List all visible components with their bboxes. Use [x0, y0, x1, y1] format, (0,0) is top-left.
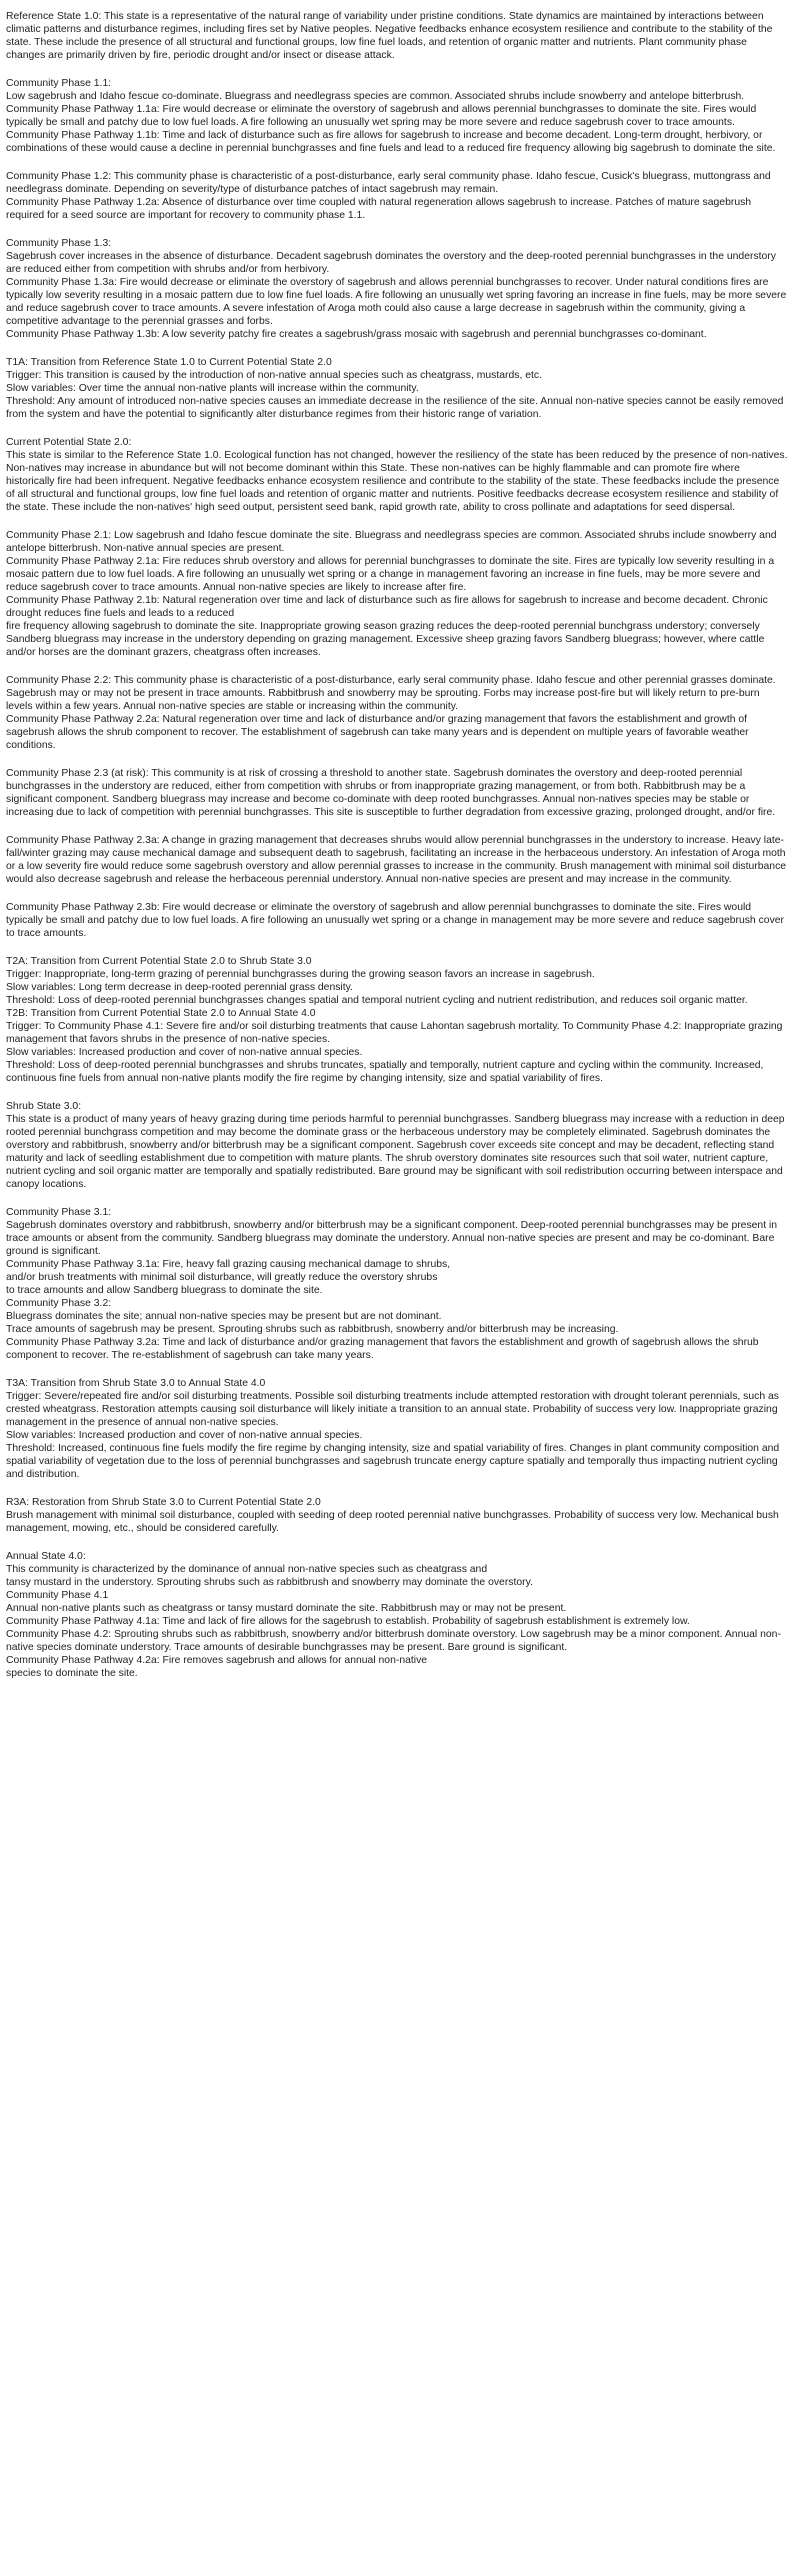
paragraph-line: Community Phase Pathway 3.2a: Time and lack of disturbance and/or grazing management that favors the establishment and growth of sagebrush allows the shrub component to recover. The re-establishment of sagebrush can take many years.	[6, 1337, 759, 1361]
paragraph-line: Slow variables: Long term decrease in deep-rooted perennial grass density.	[6, 982, 353, 993]
paragraph-line: Community Phase Pathway 2.3b: Fire would decrease or eliminate the overstory of sagebrush and allow perennial bunchgrasses to dominate the site. Fires would typically be small and patchy due to low fuel loads. A fire following an unusually wet spring or a change in management may be more severe and reduce sagebrush cover to trace amounts.	[6, 902, 785, 939]
text-block	[6, 529, 788, 659]
paragraph-line: tansy mustard in the understory. Sprouting shrubs such as rabbitbrush and snowberry may dominate the overstory.	[6, 1577, 533, 1588]
paragraph-line: Sagebrush dominates overstory and rabbitbrush, snowberry and/or bitterbrush may be a significant component. Deep-rooted perennial bunchgrasses may be present in trace amounts or absent from the community. Sandberg bluegrass may dominate the understory. Annual non-native species are present and may be co-dominant. Bare ground is significant.	[6, 1220, 778, 1257]
text-block	[6, 356, 788, 421]
paragraph-line: This state is a product of many years of heavy grazing during time periods harmful to perennial bunchgrasses. Sandberg bluegrass may increase with a reduction in deep rooted perennial bunchgrass competition and may become the dominate grass or the herbaceous understory may be completely eliminated. Sagebrush dominates the overstory and rabbitbrush, snowberry and/or bitterbrush may be a significant component. Sagebrush cover exceeds site concept and may be decadent, reflecting stand maturity and lack of seedling establishment due to competition with mature plants. The shrub overstory dominates site resources such that soil water, nutrient capture, nutrient cycling and soil organic matter are temporally and spatially redistributed. Bare ground may be significant with soil redistribution occurring between interspace and canopy locations.	[6, 1114, 785, 1190]
paragraph-line: Annual State 4.0:	[6, 1551, 86, 1562]
paragraph-line: Community Phase Pathway 1.1b: Time and lack of disturbance such as fire allows for sagebrush to increase and become decadent. Long-term drought, herbivory, or combinations of these would cause a decline in perennial bunchgrasses and fine fuels and lead to a reduced fire frequency allowing big sagebrush to dominate the site.	[6, 130, 776, 154]
text-block	[6, 77, 788, 155]
text-block	[6, 1496, 788, 1535]
paragraph-line: Community Phase Pathway 1.1a: Fire would decrease or eliminate the overstory of sagebrush and allows perennial bunchgrasses to dominate the site. Fires would typically be small and patchy due to low fuel loads. A fire following an unusually wet spring may be more severe and reduce sagebrush cover to trace amounts.	[6, 104, 757, 128]
paragraph-line: Community Phase Pathway 4.2a: Fire removes sagebrush and allows for annual non-native	[6, 1655, 428, 1666]
paragraph-line: Slow variables: Over time the annual non-native plants will increase within the community.	[6, 383, 419, 394]
paragraph-line: Community Phase 2.3 (at risk): This community is at risk of crossing a threshold to another state. Sagebrush dominates the overstory and deep-rooted perennial bunchgrasses in the understory are reduced, either from competition with shrubs or from inappropriate grazing management, or from both. Rabbitbrush may be a significant component. Sandberg bluegrass may increase and become co-dominate with deep rooted bunchgrasses. Annual non-natives species may be stable or increasing due to lack of competition with perennial bunchgrasses. This site is susceptible to further degradation from excessive grazing, prolonged drought, and/or fire.	[6, 768, 776, 818]
text-block	[6, 1206, 788, 1362]
text-block	[6, 10, 788, 62]
paragraph-line: species to dominate the site.	[6, 1668, 138, 1679]
paragraph-line: to trace amounts and allow Sandberg bluegrass to dominate the site.	[6, 1285, 323, 1296]
paragraph-line: Threshold: Increased, continuous fine fuels modify the fire regime by changing intensity, size and spatial variability of fires. Changes in plant community composition and spatial variability of vegetation due to the loss of perennial bunchgrasses and sagebrush truncate energy capture spatially and temporally thus impacting nutrient cycling and distribution.	[6, 1443, 780, 1480]
paragraph-line: Trace amounts of sagebrush may be present. Sprouting shrubs such as rabbitbrush, snowberry and/or bitterbrush may be increasing.	[6, 1324, 619, 1335]
paragraph-line: Threshold: Loss of deep-rooted perennial bunchgrasses and shrubs truncates, spatially and temporally, nutrient capture and cycling within the community. Increased, continuous fine fuels from annual non-native plants modify the fire regime by changing intensity, size and spatial variability of fires.	[6, 1060, 764, 1084]
paragraph-line: Community Phase 4.1	[6, 1590, 109, 1601]
paragraph-line: Brush management with minimal soil disturbance, coupled with seeding of deep rooted perennial native bunchgrasses. Probability of success very low. Mechanical bush management, mowing, etc., should be considered carefully.	[6, 1510, 779, 1534]
text-block	[6, 1377, 788, 1481]
text-block	[6, 1550, 788, 1680]
paragraph-line: T2B: Transition from Current Potential State 2.0 to Annual State 4.0	[6, 1008, 316, 1019]
paragraph-line: This state is similar to the Reference State 1.0. Ecological function has not changed, however the resiliency of the state has been reduced by the presence of non-natives. Non-natives may increase in abundance but will not become dominant within this State. These non-natives can be highly flammable and can promote fire where historically fire had been infrequent. Negative feedbacks enhance ecosystem resilience and contribute to the stability of the state. These feedbacks include the presence of all structural and functional groups, low fine fuel loads and retention of organic matter and nutrients. Positive feedbacks decrease ecosystem resilience and stability of the state. These include the non-natives' high seed output, persistent seed bank, rapid growth rate, ability to cross pollinate and adaptations for seed dispersal.	[6, 450, 788, 513]
text-block	[6, 674, 788, 752]
paragraph-line: Community Phase 1.3:	[6, 238, 112, 249]
paragraph-line: Annual non-native plants such as cheatgrass or tansy mustard dominate the site. Rabbitbrush may or may not be present.	[6, 1603, 567, 1614]
paragraph-line: Community Phase 2.2: This community phase is characteristic of a post-disturbance, early seral community phase. Idaho fescue and other perennial grasses dominate. Sagebrush may or may not be present in trace amounts. Rabbitbrush and snowberry may be sprouting. Forbs may increase post-fire but will likely return to pre-burn levels within a few years. Annual non-native species are stable or increasing within the community.	[6, 675, 776, 712]
paragraph-line: T1A: Transition from Reference State 1.0 to Current Potential State 2.0	[6, 357, 332, 368]
paragraph-line: Community Phase 1.1:	[6, 78, 112, 89]
paragraph-line: Trigger: Inappropriate, long-term grazing of perennial bunchgrasses during the growing season favors an increase in sagebrush.	[6, 969, 595, 980]
paragraph-line: Community Phase 1.2: This community phase is characteristic of a post-disturbance, early seral community phase. Idaho fescue, Cusick's bluegrass, muttongrass and needlegrass dominate. Depending on severity/type of disturbance patches of intact sagebrush may remain.	[6, 171, 771, 195]
paragraph-line: Community Phase Pathway 2.2a: Natural regeneration over time and lack of disturbance and/or grazing management that favors the establishment and growth of sagebrush allows the shrub component to recover. The establishment of sagebrush can take many years and is dependent on multiple years of favorable weather conditions.	[6, 714, 749, 751]
paragraph-line: This community is characterized by the dominance of annual non-native species such as cheatgrass and	[6, 1564, 488, 1575]
text-block	[6, 955, 788, 1085]
paragraph-line: Community Phase Pathway 2.3a: A change in grazing management that decreases shrubs would allow perennial bunchgrasses in the understory to increase. Heavy late-fall/winter grazing may cause mechanical damage and subsequent death to sagebrush, facilitating an increase in the herbaceous understory. An infestation of Aroga moth or a low severity fire would reduce some sagebrush overstory and allow perennial grasses to increase in the community. Brush management with minimal soil disturbance would also decrease sagebrush and release the herbaceous perennial understory. Annual non-native species are present and may increase in the community.	[6, 835, 787, 885]
text-block	[6, 834, 788, 886]
paragraph-line: Community Phase 1.3a: Fire would decrease or eliminate the overstory of sagebrush and allows perennial bunchgrasses to recover. Under natural conditions fires are typically low severity resulting in a mosaic pattern due to low fine fuel loads. A fire following an unusually wet spring favoring an increase in fine fuels, may be more severe and reduce sagebrush cover to trace amounts. A severe infestation of Aroga moth could also cause a large decrease in sagebrush within the community, giving a competitive advantage to the perennial grasses and forbs.	[6, 277, 787, 327]
paragraph-line: and/or brush treatments with minimal soil disturbance, will greatly reduce the overstory shrubs	[6, 1272, 438, 1283]
paragraph-line: Community Phase Pathway 4.1a: Time and lack of fire allows for the sagebrush to establish. Probability of sagebrush establishment is extremely low.	[6, 1616, 690, 1627]
paragraph-line: T2A: Transition from Current Potential State 2.0 to Shrub State 3.0	[6, 956, 312, 967]
paragraph-line: Community Phase 4.2: Sprouting shrubs such as rabbitbrush, snowberry and/or bitterbrush dominate overstory. Low sagebrush may be a minor component. Annual non-native species dominate understory. Trace amounts of desirable bunchgrasses may be present. Bare ground is significant.	[6, 1629, 781, 1653]
paragraph-line: Current Potential State 2.0:	[6, 437, 132, 448]
paragraph-line: Community Phase Pathway 2.1b: Natural regeneration over time and lack of disturbance such as fire allows for sagebrush to increase and become decadent. Chronic drought reduces fine fuels and leads to a reduced	[6, 595, 768, 619]
paragraph-line: Bluegrass dominates the site; annual non-native species may be present but are not dominant.	[6, 1311, 442, 1322]
text-block	[6, 237, 788, 341]
paragraph-line: Threshold: Any amount of introduced non-native species causes an immediate decrease in the resilience of the site. Annual non-native species cannot be easily removed from the system and have the potential to significantly alter disturbance regimes from their historic range of variation.	[6, 396, 784, 420]
paragraph-line: Sagebrush cover increases in the absence of disturbance. Decadent sagebrush dominates the overstory and the deep-rooted perennial bunchgrasses in the understory are reduced either from competition with shrubs and/or from herbivory.	[6, 251, 776, 275]
paragraph-line: Slow variables: Increased production and cover of non-native annual species.	[6, 1430, 363, 1441]
text-block	[6, 1100, 788, 1191]
paragraph-line: Trigger: Severe/repeated fire and/or soil disturbing treatments. Possible soil disturbing treatments include attempted restoration with drought tolerant perennials, such as crested wheatgrass. Restoration attempts causing soil disturbance will likely initiate a transition to an annual state. Probability of success very low. Inappropriate grazing management in the presence of annual non-native species.	[6, 1391, 779, 1428]
paragraph-line: Community Phase Pathway 3.1a: Fire, heavy fall grazing causing mechanical damage to shrubs,	[6, 1259, 451, 1270]
paragraph-line: Community Phase 3.1:	[6, 1207, 112, 1218]
paragraph-line: Slow variables: Increased production and cover of non-native annual species.	[6, 1047, 363, 1058]
paragraph-line: Threshold: Loss of deep-rooted perennial bunchgrasses changes spatial and temporal nutrient cycling and nutrient redistribution, and reduces soil organic matter.	[6, 995, 748, 1006]
paragraph-line: T3A: Transition from Shrub State 3.0 to Annual State 4.0	[6, 1378, 266, 1389]
paragraph-line: Community Phase Pathway 1.3b: A low severity patchy fire creates a sagebrush/grass mosaic with sagebrush and perennial bunchgrasses co-dominant.	[6, 329, 707, 340]
paragraph-line: Trigger: To Community Phase 4.1: Severe fire and/or soil disturbing treatments that cause Lahontan sagebrush mortality. To Community Phase 4.2: Inappropriate grazing management that favors shrubs in the presence of non-native species.	[6, 1021, 783, 1045]
paragraph-line: fire frequency allowing sagebrush to dominate the site. Inappropriate growing season grazing reduces the deep-rooted perennial bunchgrass understory; conversely Sandberg bluegrass may increase in the understory depending on grazing management. Excessive sheep grazing favors Sandberg bluegrass; however, where cattle and/or horses are the dominant grazers, cheatgrass often increases.	[6, 621, 765, 658]
paragraph-line: Community Phase 2.1: Low sagebrush and Idaho fescue dominate the site. Bluegrass and needlegrass species are common. Associated shrubs include snowberry and antelope bitterbrush. Non-native annual species are present.	[6, 530, 777, 554]
text-block	[6, 436, 788, 514]
paragraph-line: Low sagebrush and Idaho fescue co-dominate. Bluegrass and needlegrass species are common. Associated shrubs include snowberry and antelope bitterbrush.	[6, 91, 745, 102]
paragraph-line: Reference State 1.0: This state is a representative of the natural range of variability under pristine conditions. State dynamics are maintained by interactions between climatic patterns and disturbance regimes, including fires set by Native peoples. Negative feedbacks enhance ecosystem resilience and contribute to the stability of the state. These include the presence of all structural and functional groups, low fine fuel loads, and retention of organic matter and nutrients. Plant community phase changes are primarily driven by fire, periodic drought and/or insect or disease attack.	[6, 11, 773, 61]
paragraph-line: Shrub State 3.0:	[6, 1101, 82, 1112]
paragraph-line: R3A: Restoration from Shrub State 3.0 to Current Potential State 2.0	[6, 1497, 321, 1508]
paragraph-line: Community Phase Pathway 1.2a: Absence of disturbance over time coupled with natural regeneration allows sagebrush to increase. Patches of mature sagebrush required for a seed source are important for recovery to community phase 1.1.	[6, 197, 752, 221]
paragraph-line: Community Phase 3.2:	[6, 1298, 112, 1309]
text-block	[6, 170, 788, 222]
text-block	[6, 767, 788, 819]
paragraph-line: Community Phase Pathway 2.1a: Fire reduces shrub overstory and allows for perennial bunchgrasses to dominate the site. Fires are typically low severity resulting in a mosaic pattern due to low fuel loads. A fire following an unusually wet spring or a change in management favoring an increase in fine fuels, may be more severe and reduce sagebrush cover to trace amounts. Annual non-native species are likely to increase after fire.	[6, 556, 775, 593]
text-block	[6, 901, 788, 940]
paragraph-line: Trigger: This transition is caused by the introduction of non-native annual species such as cheatgrass, mustards, etc.	[6, 370, 542, 381]
